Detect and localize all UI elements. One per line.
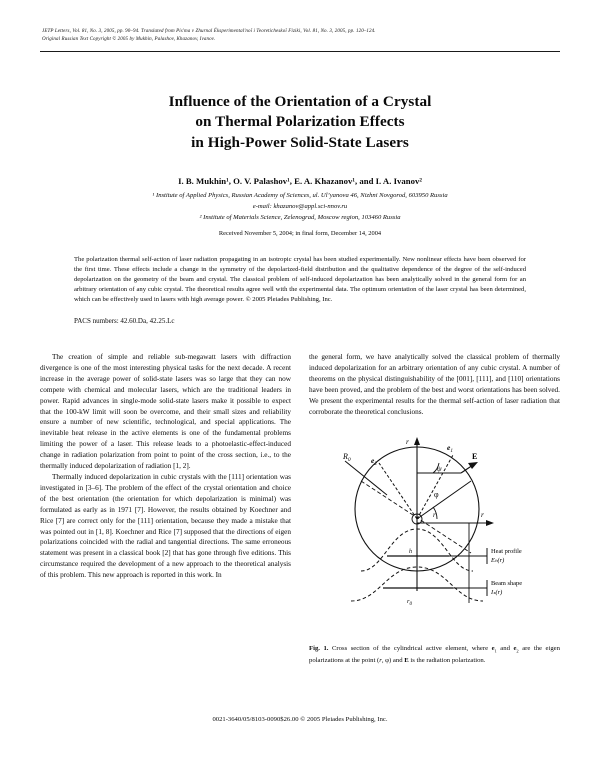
figure-caption-part-1: Cross section of the cylindrical active element, where bbox=[328, 645, 492, 653]
beam-shape-function-label: Iₛ(r) bbox=[490, 589, 502, 597]
axis-label-r-horizontal: r bbox=[480, 510, 484, 520]
caption-e1-symbol: e bbox=[491, 645, 495, 653]
beam-shape-leader bbox=[453, 580, 487, 596]
caption-conjunction: and bbox=[496, 645, 514, 653]
caption-coordinate-phi: φ bbox=[385, 656, 390, 664]
page-title bbox=[40, 92, 560, 155]
figure-caption bbox=[309, 644, 560, 665]
phi-angle-label: φ bbox=[433, 490, 439, 500]
radius-label: $R_0$ bbox=[342, 452, 351, 464]
received-dates: Received November 5, 2004; in final form, December 14, 2004 bbox=[218, 230, 382, 238]
cylindrical-active-element-diagram bbox=[321, 431, 549, 637]
title-line-1: Influence of the Orientation of a Crystal bbox=[168, 92, 432, 110]
journal-header-line-1: JETP Letters, Vol. 81, No. 3, 2005, pp. 90–94. Translated from Pis'ma v Zhurnal Éksperimental'noĭ i Teoreticheskoĭ Fiziki, Vol. 81, No. 3, 2005, pp. 120–124. bbox=[42, 29, 376, 34]
title-line-3: in High-Power Solid-State Lasers bbox=[191, 134, 409, 152]
r0-label: $r_0$ bbox=[406, 598, 412, 608]
e2-label: $e_2$ bbox=[370, 456, 377, 468]
title-line-2: on Thermal Polarization Effects bbox=[195, 113, 405, 131]
column-right bbox=[309, 352, 560, 665]
paragraph-left-1: The creation of simple and reliable sub-megawatt lasers with diffraction divergence is one of the most interesting physical tasks for the next decade. A recent increase in the average power of solid-state lasers was so large that they can now compete with chemical and molecular lasers, which are the traditional leaders in power. Rapid advances in single-mode solid-state lasers make it possible to expect that the 100-kW limit will soon be overcome, and their small sizes and reliability ensure a number of new scientific, technological, and special applications. The inevitable heat release in the active elements is one of the fundamental problems limiting the power of a laser. This release leads to a photoelastic-effect-induced change in radiation polarization from point to point of the cross section, i.e., to the thermally induced depolarization of radiation [1, 2]. bbox=[40, 353, 291, 471]
figure-1 bbox=[309, 431, 560, 665]
radius-vector-r bbox=[417, 481, 471, 519]
affiliation-2: ² Institute of Materials Science, Zelenograd, Moscow region, 103460 Russia bbox=[199, 213, 401, 221]
page-footer: 0021-3640/05/8103-0090$26.00 © 2005 Pleiades Publishing, Inc. bbox=[212, 716, 388, 723]
caption-e2-subscript: 2 bbox=[516, 648, 519, 654]
beam-shape-label: Beam shape bbox=[490, 580, 522, 588]
radius-leader-line bbox=[345, 461, 387, 495]
psi-angle-label: ψ bbox=[436, 464, 442, 474]
journal-running-header bbox=[42, 28, 560, 44]
E-polarization-arrow bbox=[417, 462, 478, 473]
column-left bbox=[40, 352, 291, 665]
caption-E-symbol: E bbox=[404, 656, 409, 664]
abstract-text: The polarization thermal self-action of laser radiation propagating in an isotropic crystal has been studied experimentally. New nonlinear effects have been observed for the first time. These effects include a change in the symmetry of the depolarized-field distribution and the qualitative dependence of the degree of the self-induced depolarization on the geometry of the beam and crystal. The classical problem of self-induced depolarization has been analytically solved in the general form for an arbitrary orientation of any cubic crystal. The theoretical results agree well with the experimental data. The optimum orientation of the laser crystal has been determined, which can be effectively used in lasers with high average power. © 2005 Pleiades Publishing, Inc. bbox=[74, 256, 526, 304]
heat-profile-function-label: Eₕ(r) bbox=[490, 557, 504, 565]
author-list: I. B. Mukhin¹, O. V. Palashov¹, E. A. Khazanov¹, and I. A. Ivanov² bbox=[178, 176, 422, 187]
header-divider-rule bbox=[40, 51, 560, 52]
heat-profile-label: Heat profile bbox=[490, 548, 522, 556]
paragraph-left-2: Thermally induced depolarization in cubic crystals with the [111] orientation was investigated in [3–6]. The problem of the effect of the crystal orientation and choice of the best orientation (the orientation for which depolarization is minimal) was formulated as early as in 1971 [7]. However, the results obtained by Koechner and Rice [7] are correct only for the [111] orientation, because they made a mistake that was pointed out in [1, 8]. Koechner and Rice [7] supposed that the directions of eigen polarizations coincided with the radial and tangential directions. The same erroneous statement was present in a classical book [2] that has gone through five editions. This circumstance required the development of a new approach to the theoretical analysis of this problem. This new approach is reported in this work. In bbox=[40, 472, 291, 580]
affiliation-block bbox=[40, 191, 560, 223]
axis-label-r-vertical: r bbox=[405, 437, 409, 447]
paragraph-right-1: the general form, we have analytically solved the classical problem of thermally induced depolarization for an arbitrary orientation of any cubic crystal. A number of theorems on the physical distinguishability of the [001], [111], and [110] orientations have been proved, and the problem of the best and worst orientations has been solved. We present the experimental results for the thermal self-action of laser radiation that corroborate the theoretical conclusions. bbox=[309, 353, 560, 416]
heat-profile-width-label: h bbox=[408, 549, 412, 556]
author-email[interactable]: e-mail: khazanov@appl.sci-nnov.ru bbox=[252, 203, 348, 211]
figure-caption-part-2: are the eigen polarizations at the point ( bbox=[309, 645, 560, 664]
caption-coordinate-separator: , bbox=[381, 656, 386, 664]
affiliation-1: ¹ Institute of Applied Physics, Russian Academy of Sciences, ul. Ul’yanova 46, Nizhni Novgorod, 603950 Russia bbox=[152, 192, 448, 200]
r-point-label: r bbox=[432, 511, 436, 520]
body-columns bbox=[40, 352, 560, 665]
e2-eigen-polarization-line bbox=[379, 463, 417, 519]
figure-caption-part-4: is the radiation polarization. bbox=[408, 656, 486, 664]
journal-header-line-2: Original Russian Text Copyright © 2005 by Mukhin, Palashov, Khazanov, Ivanov. bbox=[42, 36, 216, 42]
heat-profile-leader bbox=[449, 548, 487, 564]
figure-caption-part-3: ) and bbox=[389, 656, 405, 664]
pacs-numbers: PACS numbers: 42.60.Da, 42.25.Lc bbox=[74, 316, 175, 325]
caption-coordinate-r: r bbox=[379, 656, 382, 664]
figure-number-label: Fig. 1. bbox=[309, 645, 329, 653]
e1-label: $e_1$ bbox=[446, 443, 453, 455]
caption-e1-subscript: 1 bbox=[494, 648, 497, 654]
crystal-axis-line bbox=[361, 481, 471, 556]
E-vector-label: E bbox=[471, 452, 477, 462]
caption-e2-symbol: e bbox=[513, 645, 517, 653]
